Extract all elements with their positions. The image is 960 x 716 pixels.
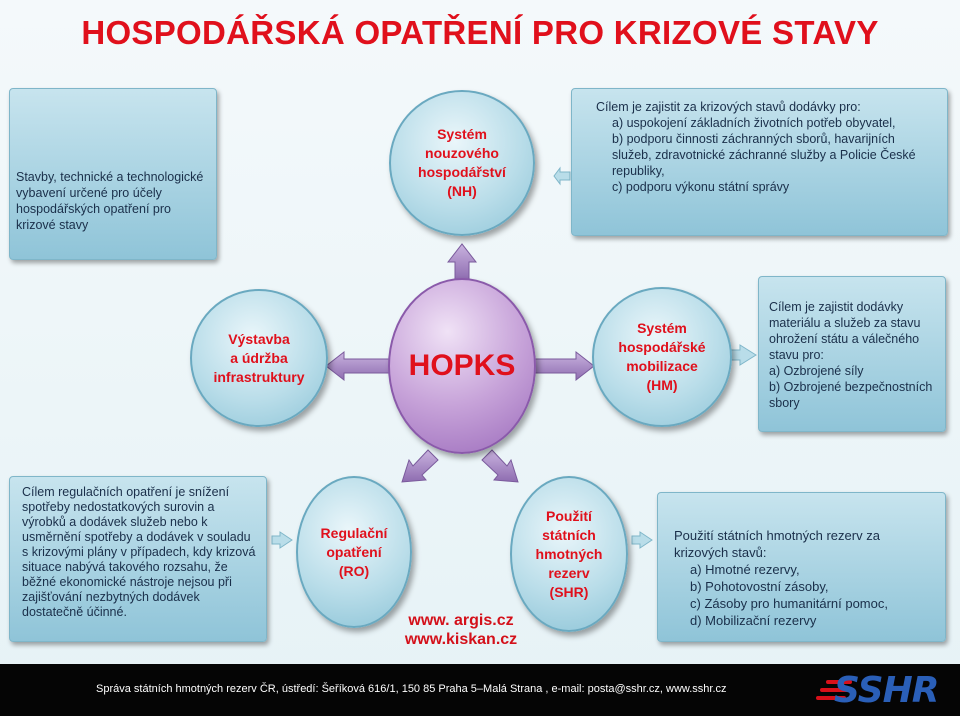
shr-line1: Použití — [546, 507, 592, 524]
nh-goal-item-b: b) podporu činnosti záchranných sborů, havarijních služeb, zdravotnické záchranné služby a Policie České republiky, — [612, 132, 916, 178]
nh-goal-item-c: c) podporu výkonu státní správy — [612, 180, 790, 194]
shr-goal-item-d: d) Mobilizační rezervy — [690, 613, 817, 628]
footer-bar — [0, 664, 960, 716]
web-link-argis[interactable]: www. argis.cz — [408, 612, 514, 629]
arrow-up-icon — [448, 244, 476, 280]
shr-line5: (SHR) — [549, 583, 589, 600]
nh-line3: hospodářství — [418, 164, 506, 180]
shr-goal-item-a: a) Hmotné rezervy, — [690, 562, 800, 577]
hm-goal-intro: Cílem je zajistit dodávky materiálu a služeb za stavu ohrožení státu a válečného stavu pro: — [769, 300, 921, 362]
hm-goal-item-b: b) Ozbrojené bezpečnostních sbory — [769, 380, 933, 410]
left-info-box — [9, 88, 217, 260]
arrow-right-icon — [730, 345, 756, 365]
arrow-right-icon — [632, 532, 652, 548]
arrow-down-left-icon — [402, 450, 438, 482]
ro-line3: (RO) — [338, 562, 370, 579]
page-title: HOSPODÁŘSKÁ OPATŘENÍ PRO KRIZOVÉ STAVY — [81, 14, 879, 51]
vystavba-circle — [190, 289, 328, 427]
shr-line2: státních — [542, 526, 596, 543]
ro-goal-text: Cílem regulačních opatření je snížení spotřeby nedostatkových surovin a výrobků a dodávek služeb nebo k usměrnění spotřeby a dodávek v souladu s krizovými plány v případech, kdy krizová situace nabývá takového rozsahu, že běžné ekonomické nástroje nejsou při zajišťování nezbytných dodávek dostatečně účinné. — [22, 485, 256, 619]
hm-line4: (HM) — [646, 377, 678, 393]
left-info-text: Stavby, technické a technologické vybavení určené pro účely hospodářských opatření pro krizové stavy — [16, 170, 204, 232]
arrow-right-icon — [528, 352, 594, 380]
shr-line4: rezerv — [548, 564, 590, 581]
ro-line1: Regulační — [320, 524, 388, 541]
nh-goal-intro: Cílem je zajistit za krizových stavů dodávky pro: — [596, 100, 861, 114]
ro-goal-box — [9, 476, 267, 642]
vystavba-line2: a údržba — [230, 349, 288, 366]
arrow-right-icon — [554, 168, 570, 184]
nh-line1: Systém — [437, 126, 487, 142]
shr-goal-item-c: c) Zásoby pro humanitární pomoc, — [690, 596, 888, 611]
shr-goal-intro: Použití státních hmotných rezerv za krizových stavů: — [674, 528, 880, 560]
hm-line1: Systém — [637, 320, 687, 336]
hm-goal-item-a: a) Ozbrojené síly — [769, 364, 864, 378]
nh-circle — [389, 90, 535, 236]
hm-goal-box — [758, 276, 946, 432]
ro-line2: opatření — [326, 543, 382, 560]
footer-text: Správa státních hmotných rezerv ČR, ústředí: Šeříková 616/1, 150 85 Praha 5–Malá Strana , e-mail: posta@sshr.cz, www.sshr.cz — [96, 683, 727, 695]
nh-line2: nouzového — [425, 145, 499, 161]
nh-line4: (NH) — [447, 183, 477, 199]
logo-text: SSHR — [834, 670, 939, 711]
nh-goal-item-a: a) uspokojení základních životních potřeb obyvatel, — [612, 116, 896, 130]
shr-line3: hmotných — [535, 545, 603, 562]
hm-line3: mobilizace — [626, 358, 698, 374]
sshr-logo — [816, 666, 956, 712]
ro-circle — [296, 476, 412, 628]
hopks-circle — [388, 278, 536, 454]
arrow-left-icon — [326, 352, 394, 380]
shr-goal-box — [657, 492, 946, 642]
web-link-kiskan[interactable]: www.kiskan.cz — [404, 631, 518, 648]
hm-circle — [592, 287, 732, 427]
shr-circle — [510, 476, 628, 632]
hopks-label: HOPKS — [408, 349, 516, 382]
vystavba-line3: infrastruktury — [213, 368, 305, 385]
nh-goal-box — [571, 88, 948, 236]
shr-goal-item-b: b) Pohotovostní zásoby, — [690, 579, 829, 594]
web-links — [391, 611, 531, 649]
hm-line2: hospodářské — [618, 339, 706, 355]
arrow-down-right-icon — [482, 450, 518, 482]
arrow-right-icon — [272, 532, 292, 548]
vystavba-line1: Výstavba — [228, 330, 290, 347]
